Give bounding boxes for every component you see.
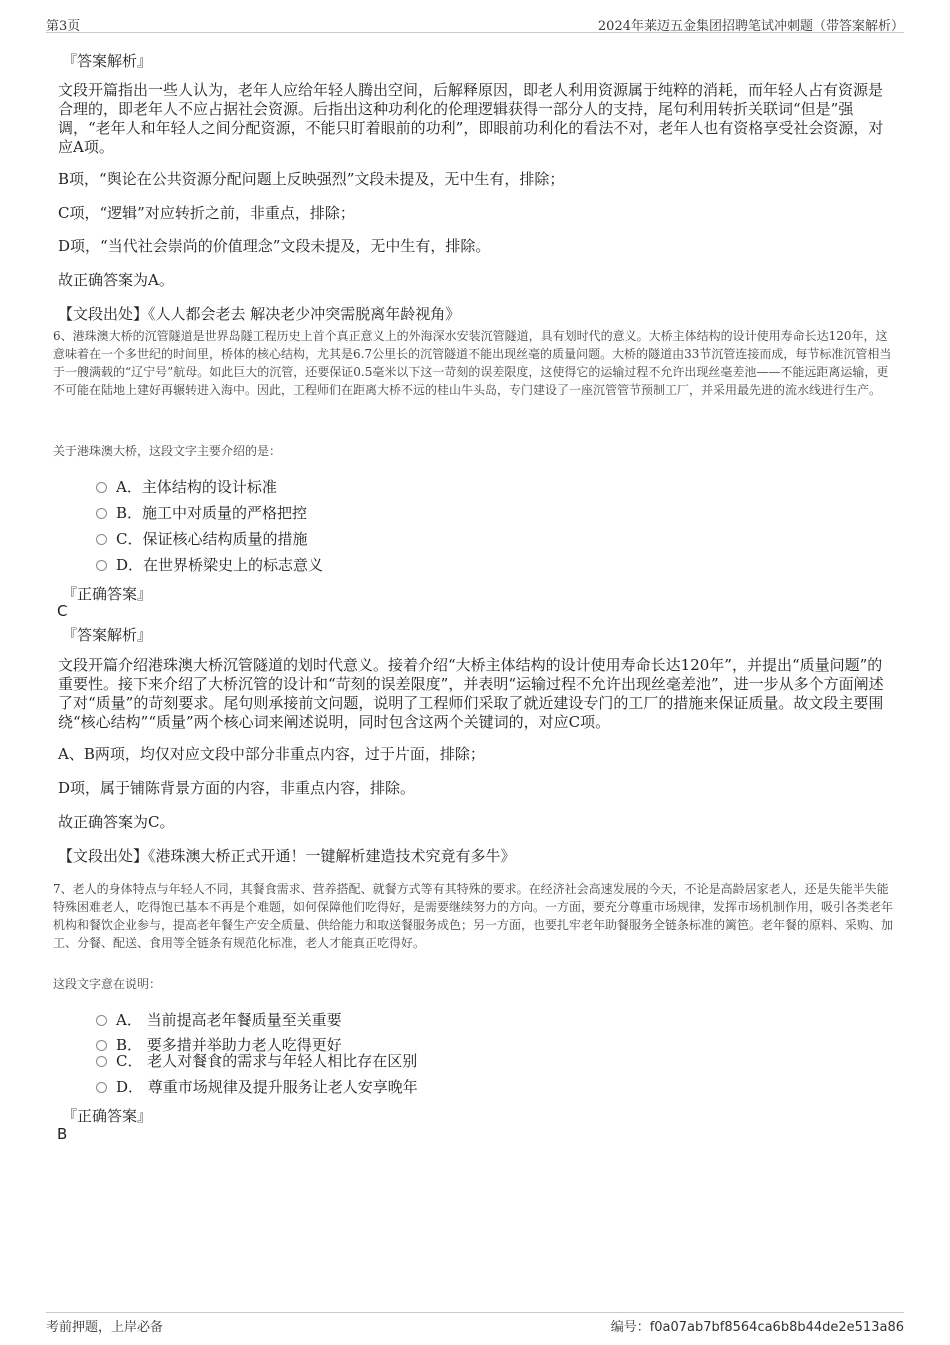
radio-icon[interactable]: [96, 1056, 107, 1067]
q5-analysis-option-c: C项，“逻辑”对应转折之前，非重点，排除；: [58, 204, 355, 222]
q6-option-b[interactable]: [96, 504, 307, 522]
q7-option-c-label: C． 老人对餐食的需求与年轻人相比存在区别: [116, 1052, 418, 1070]
q7-option-a-label: A． 当前提高老年餐质量至关重要: [116, 1011, 342, 1029]
q6-source: 【文段出处】《港珠澳大桥正式开通！一键解析建造技术究竟有多牛》: [58, 847, 516, 865]
document-code: 编号：f0a07ab7bf8564ca6b8b44de2e513a86: [610, 1320, 904, 1335]
q6-analysis-options-ab: A、B两项，均仅对应文段中部分非重点内容，过于片面，排除；: [58, 745, 485, 763]
q5-analysis-label: 『答案解析』: [62, 52, 153, 70]
q6-question: 关于港珠澳大桥，这段文字主要介绍的是：: [53, 444, 282, 458]
q7-correct-answer: B: [57, 1125, 68, 1143]
footer-slogan: 考前押题，上岸必备: [46, 1320, 164, 1335]
q7-option-d[interactable]: [96, 1078, 418, 1096]
radio-icon[interactable]: [96, 482, 107, 493]
q7-question: 这段文字意在说明：: [53, 977, 162, 991]
q5-analysis-option-d: D项，“当代社会崇尚的价值理念”文段未提及，无中生有，排除。: [58, 237, 491, 255]
q6-option-b-label: B．施工中对质量的严格把控: [116, 504, 308, 522]
q6-conclusion: 故正确答案为C。: [58, 813, 175, 831]
q6-correct-label: 『正确答案』: [62, 585, 153, 603]
q7-stem: 7、老人的身体特点与年轻人不同，其餐食需求、营养搭配、就餐方式等有其特殊的要求。在经济社会高速发展的今天，不论是高龄居家老人，还是失能半失能特殊困难老人，吃得饱已基本不再是个难题，如何保障他们吃得好，是需要继续努力的方向。一方面，要充分尊重市场规律，发挥市场机制作用，吸引各类老年机构和餐饮企业参与，提高老年餐生产安全质量、供给能力和取送餐服务成色；另一方面，也要扎牢老年助餐服务全链条标准的篱笆。老年餐的原料、采购、加工、分餐、配送、食用等全链条有规范化标准，老人才能真正吃得好。: [53, 882, 894, 950]
q6-stem: 6、港珠澳大桥的沉管隧道是世界岛隧工程历史上首个真正意义上的外海深水安装沉管隧道，具有划时代的意义。大桥主体结构的设计使用寿命长达120年，这意味着在一个多世纪的时间里，桥体的核心结构，尤其是6.7公里长的沉管隧道不能出现丝毫的质量问题。大桥的隧道由33节沉管连接而成，每节标准沉管相当于一艘满载的“辽宁号”航母。如此巨大的沉管，还要保证0.5毫米以下这一苛刻的误差限度，这使得它的运输过程不允许出现丝毫差池——不能远距离运输，更不可能在陆地上建好再辗转进入海中。因此，工程师们在距离大桥不远的桂山牛头岛，专门建设了一座沉管管节预制工厂，并采用最先进的流水线进行生产。: [53, 329, 892, 397]
radio-icon[interactable]: [96, 560, 107, 571]
q6-option-c-label: C．保证核心结构质量的措施: [116, 530, 308, 548]
radio-icon[interactable]: [96, 508, 107, 519]
q6-analysis-label: 『答案解析』: [62, 626, 153, 644]
q7-option-b-label: B． 要多措并举助力老人吃得更好: [116, 1036, 342, 1054]
q7-correct-label: 『正确答案』: [62, 1107, 153, 1125]
q6-analysis-paragraph: 文段开篇介绍港珠澳大桥沉管隧道的划时代意义。接着介绍“大桥主体结构的设计使用寿命长达120年”，并提出“质量问题”的重要性。接下来介绍了大桥沉管的设计和“苛刻的误差限度”，并表明“运输过程不允许出现丝毫差池”，进一步从多个方面阐述了对“质量”的苛刻要求。尾句则承接前文问题，说明了工程师们采取了就近建设专门的工厂的措施来保证质量。故文段主要围绕“核心结构”“质量”两个核心词来阐述说明，同时包含这两个关键词的，对应C项。: [58, 656, 884, 731]
q5-conclusion: 故正确答案为A。: [58, 271, 174, 289]
q6-option-d-label: D．在世界桥梁史上的标志意义: [116, 556, 324, 574]
q6-option-c[interactable]: [96, 530, 307, 548]
q5-analysis-paragraph: 文段开篇指出一些人认为，老年人应给年轻人腾出空间，后解释原因，即老人利用资源属于纯粹的消耗，而年轻人占有资源是合理的，即老年人不应占据社会资源。后指出这种功利化的伦理逻辑获得一部分人的支持，尾句利用转折关联词“但是”强调，“老年人和年轻人之间分配资源，不能只盯着眼前的功利”，即眼前功利化的看法不对，老年人也有资格享受社会资源，对应A项。: [58, 81, 884, 156]
q6-option-d[interactable]: [96, 556, 323, 574]
radio-icon[interactable]: [96, 1015, 107, 1026]
document-title: 2024年莱迈五金集团招聘笔试冲刺题（带答案解析）: [597, 19, 904, 34]
page-number: 第3页: [46, 19, 81, 34]
q7-option-c[interactable]: [96, 1052, 417, 1070]
q6-option-a[interactable]: [96, 478, 277, 496]
radio-icon[interactable]: [96, 534, 107, 545]
q7-option-a[interactable]: [96, 1011, 342, 1029]
q5-analysis-option-b: B项，“舆论在公共资源分配问题上反映强烈”文段未提及，无中生有，排除；: [58, 170, 565, 188]
q5-source: 【文段出处】《人人都会老去 解决老少冲突需脱离年龄视角》: [58, 305, 461, 323]
radio-icon[interactable]: [96, 1040, 107, 1051]
page-header: [46, 0, 904, 33]
q6-analysis-option-d: D项，属于铺陈背景方面的内容，非重点内容，排除。: [58, 779, 416, 797]
q6-correct-answer: C: [57, 602, 68, 620]
radio-icon[interactable]: [96, 1082, 107, 1093]
q7-option-d-label: D． 尊重市场规律及提升服务让老人安享晚年: [116, 1078, 418, 1096]
page-footer: [46, 1312, 904, 1339]
q6-option-a-label: A．主体结构的设计标准: [116, 478, 277, 496]
